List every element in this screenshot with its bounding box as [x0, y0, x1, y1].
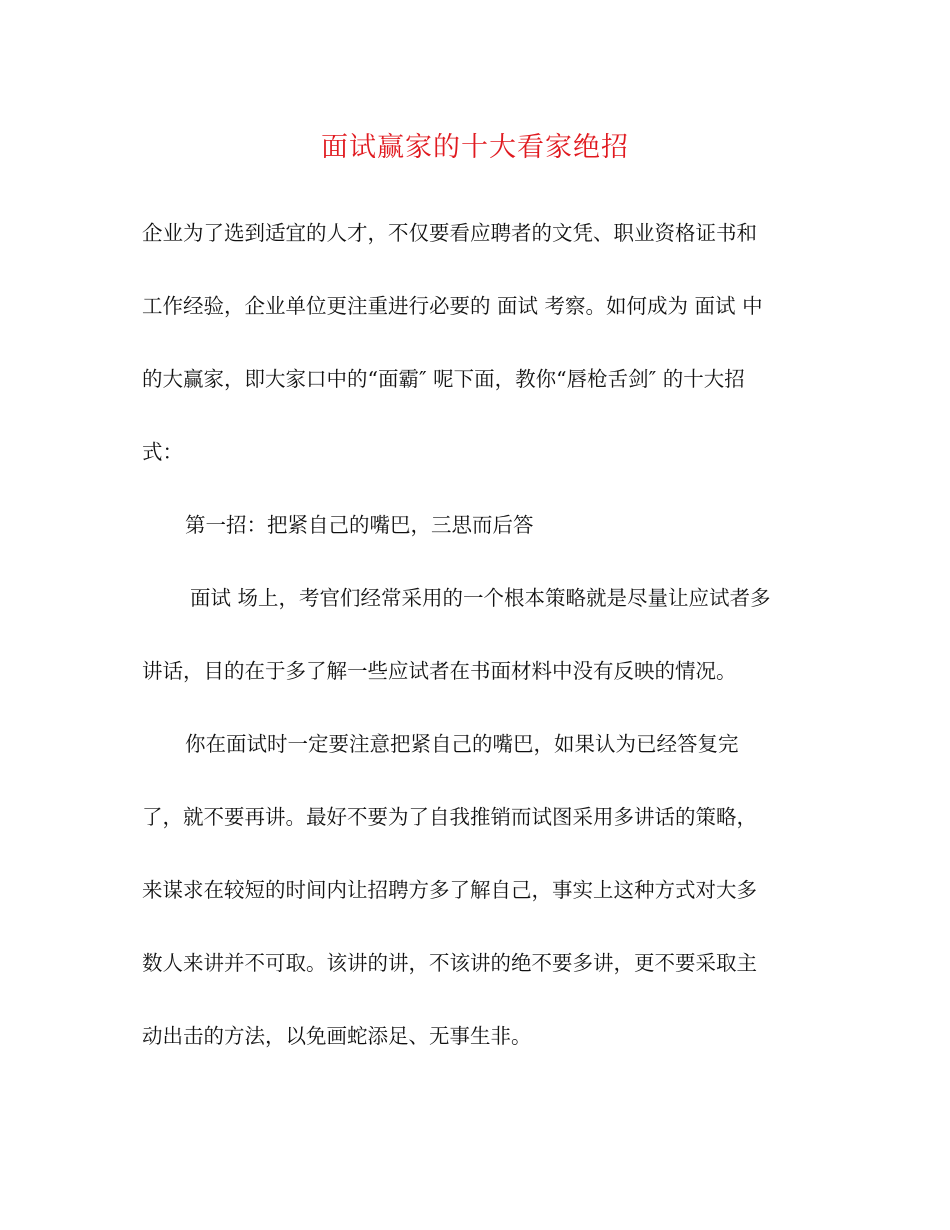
document-title: 面试赢家的十大看家绝招 [321, 132, 629, 163]
paragraph-line: 的大赢家，即大家口中的“面霸″ 呢下面，教你“唇枪舌剑″ 的十大招 [142, 367, 745, 391]
paragraph-line: 你在面试时一定要注意把紧自己的嘴巴，如果认为已经答复完 [185, 732, 739, 756]
paragraph-line: 了，就不要再讲。最好不要为了自我推销而试图采用多讲话的策略， [142, 805, 757, 829]
paragraph-line: 讲话，目的在于多了解一些应试者在书面材料中没有反映的情况。 [142, 659, 737, 683]
paragraph-line: 式： [142, 440, 183, 464]
paragraph-line: 企业为了选到适宜的人才，不仅要看应聘者的文凭、职业资格证书和 [142, 221, 757, 245]
paragraph-line: 面试 场上，考官们经常采用的一个根本策略就是尽量让应试者多 [190, 586, 771, 610]
paragraph-line: 工作经验，企业单位更注重进行必要的 面试 考察。如何成为 面试 中 [142, 294, 763, 318]
section-heading: 第一招：把紧自己的嘴巴，三思而后答 [185, 513, 534, 537]
paragraph-line: 动出击的方法，以免画蛇添足、无事生非。 [142, 1024, 532, 1048]
paragraph-line: 来谋求在较短的时间内让招聘方多了解自己，事实上这种方式对大多 [142, 878, 757, 902]
paragraph-line: 数人来讲并不可取。该讲的讲，不该讲的绝不要多讲，更不要采取主 [142, 951, 757, 975]
